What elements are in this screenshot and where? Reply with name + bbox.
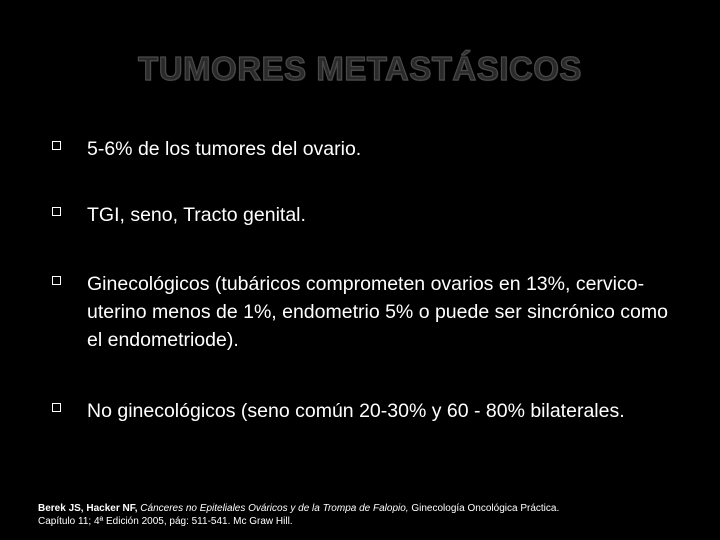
bullet-text: 5-6% de los tumores del ovario. [87,138,362,160]
reference-footer [38,502,708,528]
reference-line-2: Capítulo 11; 4ª Edición 2005, pág: 511-541. Mc Graw Hill. [38,516,293,527]
bullet-text: Ginecológicos (tubáricos comprometen ovarios en 13%, cervico-uterino menos de 1%, endometrio 5% o puede ser sincrónico como el endometriode). [87,273,668,351]
bullet-text: TGI, seno, Tracto genital. [87,204,306,226]
slide-title: TUMORES METASTÁSICOS [138,50,582,87]
hollow-square-bullet-icon [52,207,61,216]
reference-authors: Berek JS, Hacker NF, [38,503,138,514]
bullet-text: No ginecológicos (seno común 20-30% y 60 - 80% bilaterales. [87,400,625,422]
hollow-square-bullet-icon [52,403,61,412]
reference-line-1 [38,502,708,515]
reference-source: Ginecología Oncológica Práctica. [411,503,560,514]
hollow-square-bullet-icon [52,276,61,285]
hollow-square-bullet-icon [52,141,61,150]
reference-work-title: Cánceres no Epiteliales Ováricos y de la Trompa de Falopio, [140,503,409,514]
